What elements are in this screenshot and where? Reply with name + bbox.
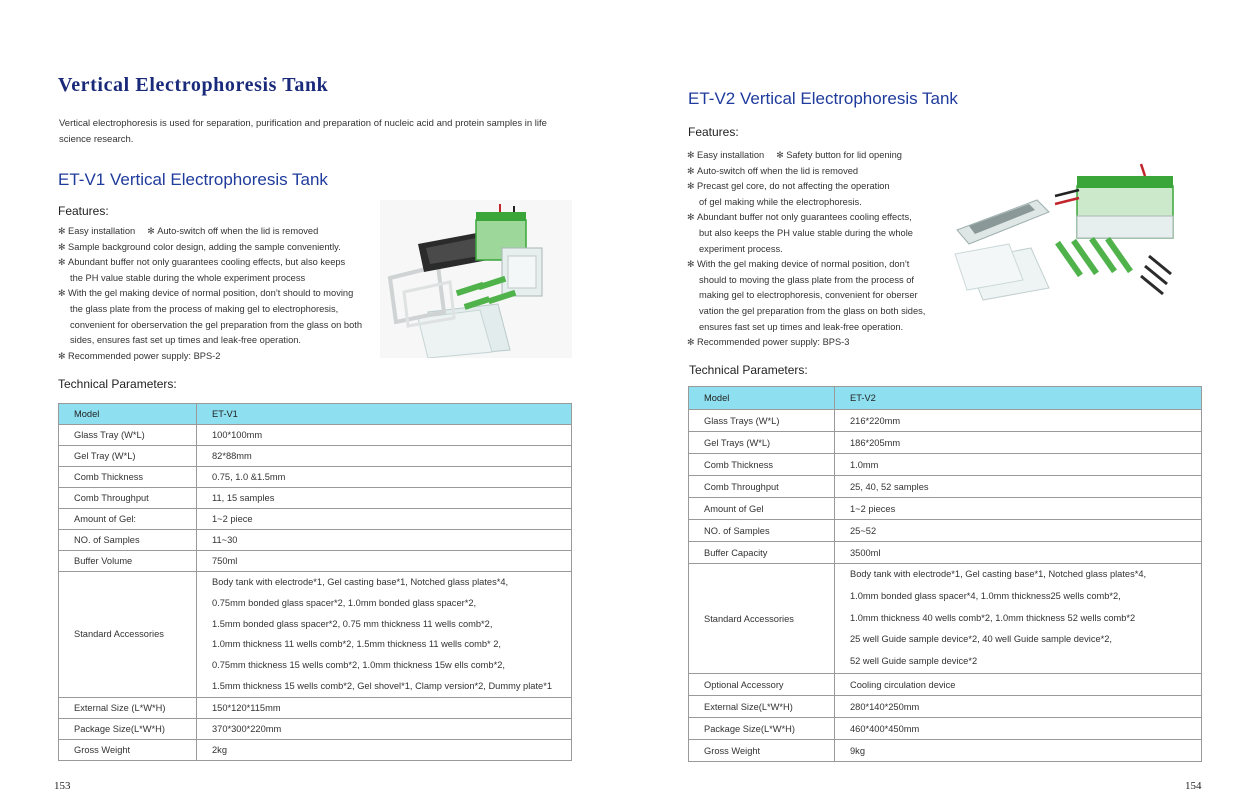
table-cell: 280*140*250mm bbox=[835, 696, 1202, 718]
table-cell: 3500ml bbox=[835, 542, 1202, 564]
list-item: of gel making while the electrophoresis. bbox=[699, 196, 862, 207]
accessories-row bbox=[689, 564, 1202, 674]
table-cell: 370*300*220mm bbox=[197, 718, 572, 739]
accessory-line: 1.0mm thickness 11 wells comb*2, 1.5mm thickness 11 wells comb* 2, bbox=[212, 639, 502, 650]
table-cell: 460*400*450mm bbox=[835, 718, 1202, 740]
et-v2-tech-heading: Technical Parameters: bbox=[689, 363, 808, 377]
header-cell: Model bbox=[59, 404, 197, 425]
accessory-line: Body tank with electrode*1, Gel casting base*1, Notched glass plates*4, bbox=[850, 569, 1147, 579]
table-cell: 82*88mm bbox=[197, 446, 572, 467]
list-item: sides, ensures fast set up times and leak-free operation. bbox=[70, 335, 301, 346]
table-cell: External Size(L*W*H) bbox=[689, 696, 835, 718]
table-row bbox=[59, 739, 572, 760]
accessory-line: 1.0mm bonded glass spacer*4, 1.0mm thickness25 wells comb*2, bbox=[850, 590, 1121, 601]
list-item: experiment process. bbox=[699, 243, 783, 254]
table-cell: 25~52 bbox=[835, 520, 1202, 542]
page-number: 153 bbox=[54, 780, 71, 792]
list-item: ✻ With the gel making device of normal position, don’t bbox=[687, 259, 910, 270]
accessory-line: 25 well Guide sample device*2, 40 well Guide sample device*2, bbox=[850, 634, 1113, 645]
et-v2-features-list bbox=[687, 148, 925, 351]
table-row bbox=[59, 530, 572, 551]
list-item: the glass plate from the process of making gel to electrophoresis, bbox=[70, 303, 339, 314]
table-cell: Gross Weight bbox=[59, 739, 197, 760]
table-cell: Standard Accessories bbox=[59, 572, 197, 698]
header-cell: Model bbox=[689, 387, 835, 410]
et-v2-features-heading: Features: bbox=[688, 125, 739, 139]
table-cell: Amount of Gel bbox=[689, 498, 835, 520]
list-item: ✻ With the gel making device of normal position, don’t should to moving bbox=[58, 288, 354, 299]
table-cell: Comb Throughput bbox=[689, 476, 835, 498]
list-item: ✻ Recommended power supply: BPS-2 bbox=[58, 350, 221, 361]
table-row bbox=[689, 696, 1202, 718]
table-header-row bbox=[59, 404, 572, 425]
table-cell: 150*120*115mm bbox=[197, 697, 572, 718]
table-cell: 216*220mm bbox=[835, 410, 1202, 432]
table-row bbox=[59, 551, 572, 572]
list-item: ✻ Easy installation ✻ Auto-switch off when the lid is removed bbox=[58, 226, 319, 236]
list-item: making gel to electrophoresis, convenient for oberser bbox=[699, 290, 918, 301]
accessory-line: 52 well Guide sample device*2 bbox=[850, 656, 978, 667]
table-row bbox=[59, 697, 572, 718]
table-row bbox=[689, 520, 1202, 542]
accessory-line: 1.5mm bonded glass spacer*2, 0.75 mm thickness 11 wells comb*2, bbox=[212, 618, 493, 629]
list-item: should to moving the glass plate from the process of bbox=[699, 274, 914, 285]
table-cell: Glass Tray (W*L) bbox=[59, 425, 197, 446]
table-cell: 1.0mm bbox=[835, 454, 1202, 476]
table-cell: NO. of Samples bbox=[689, 520, 835, 542]
table-row bbox=[59, 446, 572, 467]
accessory-line: Body tank with electrode*1, Gel casting base*1, Notched glass plates*4, bbox=[212, 577, 509, 587]
list-item: ✻ Auto-switch off when the lid is removed bbox=[687, 165, 859, 176]
table-row bbox=[59, 488, 572, 509]
list-item: convenient for oberservation the gel preparation from the glass on both bbox=[70, 319, 362, 330]
table-row bbox=[59, 425, 572, 446]
et-v1-tech-heading: Technical Parameters: bbox=[58, 377, 177, 391]
accessories-cell bbox=[197, 572, 572, 698]
header-cell: ET-V1 bbox=[197, 404, 572, 425]
table-cell: Optional Accessory bbox=[689, 674, 835, 696]
intro-paragraph: Vertical electrophoresis is used for separation, purification and preparation of nucleic acid and protein samples in life science research. bbox=[59, 118, 547, 145]
et-v1-product-image bbox=[380, 200, 572, 358]
table-cell: 750ml bbox=[197, 551, 572, 572]
table-cell: Gel Tray (W*L) bbox=[59, 446, 197, 467]
list-item: ✻ Recommended power supply: BPS-3 bbox=[687, 337, 850, 348]
list-item: ✻ Abundant buffer not only guarantees cooling effects, bbox=[687, 212, 912, 223]
header-cell: ET-V2 bbox=[835, 387, 1202, 410]
table-cell: 100*100mm bbox=[197, 425, 572, 446]
table-cell: 25, 40, 52 samples bbox=[835, 476, 1202, 498]
table-cell: 11, 15 samples bbox=[197, 488, 572, 509]
et-v2-product-image bbox=[949, 160, 1189, 310]
table-row bbox=[689, 432, 1202, 454]
accessory-line: 0.75mm thickness 15 wells comb*2, 1.0mm thickness 15w ells comb*2, bbox=[212, 660, 505, 671]
list-item: ✻ Easy installation ✻ Safety button for lid opening bbox=[687, 150, 902, 160]
table-row bbox=[689, 498, 1202, 520]
list-item: ensures fast set up times and leak-free operation. bbox=[699, 321, 904, 332]
table-row bbox=[59, 467, 572, 488]
main-title: Vertical Electrophoresis Tank bbox=[58, 74, 329, 96]
et-v1-features-list bbox=[58, 224, 362, 364]
table-row bbox=[689, 542, 1202, 564]
table-cell: 2kg bbox=[197, 739, 572, 760]
table-row bbox=[689, 718, 1202, 740]
list-item: ✻ Sample background color design, adding the sample conveniently. bbox=[58, 241, 341, 252]
table-row bbox=[689, 740, 1202, 762]
table-cell: NO. of Samples bbox=[59, 530, 197, 551]
table-cell: 1~2 pieces bbox=[835, 498, 1202, 520]
list-item: the PH value stable during the whole experiment process bbox=[70, 272, 306, 283]
table-cell: 0.75, 1.0 &1.5mm bbox=[197, 467, 572, 488]
table-cell: 9kg bbox=[835, 740, 1202, 762]
list-item: vation the gel preparation from the glass on both sides, bbox=[699, 305, 926, 316]
table-cell: Cooling circulation device bbox=[835, 674, 1202, 696]
list-item: ✻ Precast gel core, do not affecting the operation bbox=[687, 181, 890, 192]
table-cell: Gel Trays (W*L) bbox=[689, 432, 835, 454]
table-cell: Buffer Volume bbox=[59, 551, 197, 572]
table-cell: Standard Accessories bbox=[689, 564, 835, 674]
accessories-row bbox=[59, 572, 572, 698]
table-cell: 11~30 bbox=[197, 530, 572, 551]
table-cell: External Size (L*W*H) bbox=[59, 697, 197, 718]
table-cell: Comb Throughput bbox=[59, 488, 197, 509]
accessories-cell bbox=[835, 564, 1202, 674]
right-page bbox=[629, 0, 1258, 800]
table-cell: Package Size(L*W*H) bbox=[689, 718, 835, 740]
table-row bbox=[689, 476, 1202, 498]
et-v2-title: ET-V2 Vertical Electrophoresis Tank bbox=[688, 89, 958, 108]
list-item: but also keeps the PH value stable during the whole bbox=[699, 227, 913, 238]
accessory-line: 1.0mm thickness 40 wells comb*2, 1.0mm thickness 52 wells comb*2 bbox=[850, 612, 1136, 623]
table-row bbox=[689, 454, 1202, 476]
table-cell: Comb Thickness bbox=[59, 467, 197, 488]
table-header-row bbox=[689, 387, 1202, 410]
table-cell: Buffer Capacity bbox=[689, 542, 835, 564]
et-v1-features-heading: Features: bbox=[58, 204, 109, 218]
table-row bbox=[689, 410, 1202, 432]
table-cell: 1~2 piece bbox=[197, 509, 572, 530]
accessory-line: 0.75mm bonded glass spacer*2, 1.0mm bonded glass spacer*2, bbox=[212, 597, 477, 608]
accessory-line: 1.5mm thickness 15 wells comb*2, Gel shovel*1, Clamp version*2, Dummy plate*1 bbox=[212, 680, 552, 691]
table-row bbox=[59, 509, 572, 530]
et-v1-title: ET-V1 Vertical Electrophoresis Tank bbox=[58, 170, 328, 189]
page-number: 154 bbox=[1185, 780, 1202, 792]
table-row bbox=[689, 674, 1202, 696]
et-v1-parameters-table bbox=[58, 403, 572, 761]
table-cell: Glass Trays (W*L) bbox=[689, 410, 835, 432]
list-item: ✻ Abundant buffer not only guarantees cooling effects, but also keeps bbox=[58, 257, 346, 268]
table-cell: Gross Weight bbox=[689, 740, 835, 762]
table-cell: Comb Thickness bbox=[689, 454, 835, 476]
table-cell: Amount of Gel: bbox=[59, 509, 197, 530]
et-v2-parameters-table bbox=[688, 386, 1202, 762]
table-cell: 186*205mm bbox=[835, 432, 1202, 454]
table-row bbox=[59, 718, 572, 739]
table-cell: Package Size(L*W*H) bbox=[59, 718, 197, 739]
